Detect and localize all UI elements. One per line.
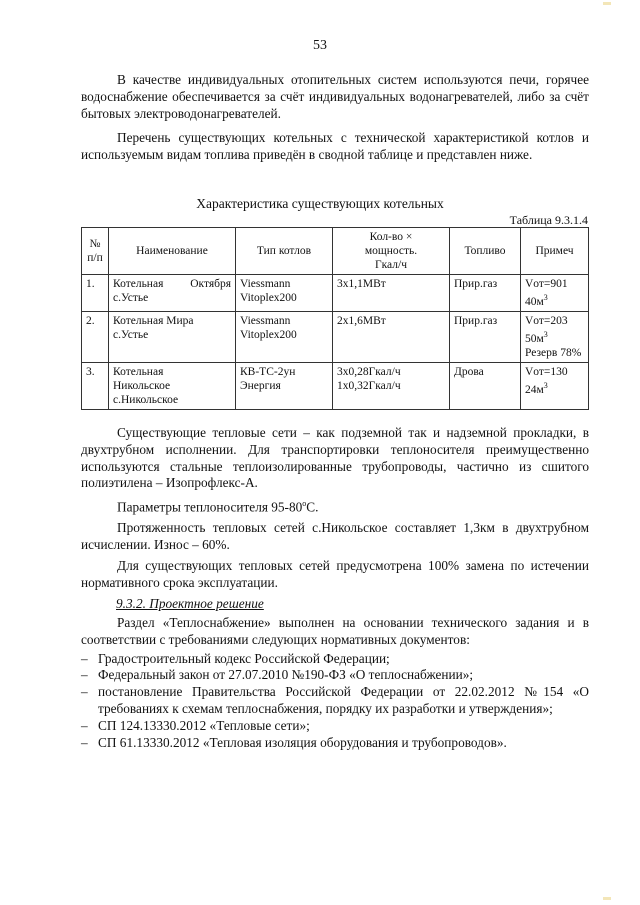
row-type-line-1: КВ-ТС-2ун bbox=[240, 365, 296, 378]
row-type-line-2: Энергия bbox=[240, 379, 281, 392]
row-quantity-line-2: 1х0,32Гкал/ч bbox=[337, 379, 401, 392]
intro-paragraph-1: В качестве индивидуальных отопительных систем используются печи, горячее водоснабжение обеспечивается за счёт индивидуальных водонагревателей, либо за счёт бытовых электроводонагревателей. bbox=[81, 72, 589, 121]
list-item-text: СП 124.13330.2012 «Тепловые сети»; bbox=[98, 717, 310, 733]
row-note-line-1: Vот=203 bbox=[525, 314, 568, 327]
networks-paragraph-1: Существующие тепловые сети – как подземной так и надземной прокладки, в двухтрубном исполнении. Для транспортировки теплоносителя преимущественно используются стальные теплоизолированные трубопроводы, частично из сшитого полиэтилена – Изопрофлекс-А. bbox=[81, 425, 589, 491]
row-note-line-1: Vот=901 bbox=[525, 278, 568, 290]
row-boiler-type bbox=[236, 275, 333, 312]
list-item bbox=[81, 684, 589, 718]
row-note-line-3: Резерв 78% bbox=[525, 346, 582, 359]
table-reference: Таблица 9.3.1.4 bbox=[509, 213, 588, 227]
row-quantity-line-1: 2х1,6МВт bbox=[337, 314, 386, 327]
header-fuel: Топливо bbox=[450, 228, 521, 275]
section-heading: 9.3.2. Проектное решение bbox=[116, 596, 264, 611]
list-dash: – bbox=[81, 684, 88, 700]
row-note-line-2 bbox=[525, 379, 584, 397]
row-note-line-2 bbox=[525, 291, 584, 309]
list-item-text: Градостроительный кодекс Российской Федерации; bbox=[98, 650, 390, 666]
networks-paragraph-4: Для существующих тепловых сетей предусмотрена 100% замена по истечении нормативного срока эксплуатации. bbox=[81, 558, 589, 590]
degree-superscript: о bbox=[302, 499, 307, 509]
list-item bbox=[81, 651, 589, 668]
row-note-line-2 bbox=[525, 328, 584, 346]
header-quantity-line-3: Гкал/ч bbox=[375, 259, 407, 271]
row-number: 1. bbox=[82, 275, 109, 312]
row-name-line-1: Котельная bbox=[113, 365, 164, 378]
section-intro: Раздел «Теплоснабжение» выполнен на основании технического задания и в соответствии с требованиями следующих нормативных документов: bbox=[81, 615, 589, 647]
row-name bbox=[109, 311, 236, 362]
project-solution-section bbox=[81, 615, 589, 751]
row-note-volume: 40м bbox=[525, 295, 544, 308]
list-item bbox=[81, 718, 589, 735]
row-fuel: Прир.газ bbox=[450, 275, 521, 312]
header-num-symbol: № bbox=[89, 238, 101, 250]
list-item bbox=[81, 667, 589, 684]
row-name-line-1: Котельная Октября bbox=[113, 278, 231, 290]
coolant-parameters-unit: С. bbox=[306, 499, 319, 515]
row-quantity bbox=[333, 311, 450, 362]
edge-mark-bottom bbox=[603, 897, 611, 900]
networks-paragraph-2 bbox=[81, 496, 589, 516]
row-type-line-2: Vitoplex200 bbox=[240, 328, 297, 341]
row-quantity bbox=[333, 275, 450, 312]
header-quantity bbox=[333, 228, 450, 275]
cubic-superscript: 3 bbox=[543, 293, 548, 302]
row-boiler-type bbox=[236, 311, 333, 362]
row-fuel: Прир.газ bbox=[450, 311, 521, 362]
row-note bbox=[521, 275, 589, 312]
header-name: Наименование bbox=[109, 228, 236, 275]
table-title: Характеристика существующих котельных bbox=[196, 196, 444, 211]
list-item bbox=[81, 735, 589, 752]
row-type-line-1: Viessmann bbox=[240, 278, 291, 290]
header-note: Примеч bbox=[521, 228, 589, 275]
row-name-line-3: с.Никольское bbox=[113, 393, 179, 406]
list-dash: – bbox=[81, 717, 88, 733]
list-item-text: СП 61.13330.2012 «Тепловая изоляция оборудования и трубопроводов». bbox=[98, 734, 507, 750]
row-note-volume: 50м bbox=[525, 332, 544, 345]
row-number: 3. bbox=[82, 362, 109, 409]
list-dash: – bbox=[81, 734, 88, 750]
row-quantity-line-1: 3х0,28Гкал/ч bbox=[337, 365, 401, 378]
intro-section bbox=[81, 72, 589, 164]
networks-paragraph-3: Протяженность тепловых сетей с.Никольское составляет 1,3км в двухтрубном исчислении. Износ – 60%. bbox=[81, 520, 589, 553]
row-name bbox=[109, 362, 236, 409]
header-quantity-line-1: Кол-во × bbox=[369, 231, 413, 243]
table-header-row bbox=[82, 228, 589, 275]
row-number: 2. bbox=[82, 311, 109, 362]
row-quantity bbox=[333, 362, 450, 409]
boilers-table bbox=[81, 227, 589, 410]
page-number: 53 bbox=[313, 38, 327, 53]
row-note bbox=[521, 311, 589, 362]
cubic-superscript: 3 bbox=[543, 329, 548, 339]
list-item-text: постановление Правительства Российской Федерации от 22.02.2012 №154 «О требованиях к схемам теплоснабжения, порядку их разработки и утверждения»; bbox=[98, 684, 589, 716]
row-note bbox=[521, 362, 589, 409]
table-row bbox=[82, 275, 589, 312]
header-quantity-line-2: мощность. bbox=[364, 245, 418, 257]
list-item-text: Федеральный закон от 27.07.2010 №190-ФЗ «О теплоснабжении»; bbox=[98, 667, 474, 683]
row-type-line-1: Viessmann bbox=[240, 314, 291, 327]
row-note-line-1: Vот=130 bbox=[525, 365, 568, 378]
table-row bbox=[82, 362, 589, 409]
table-row bbox=[82, 311, 589, 362]
row-type-line-2: Vitoplex200 bbox=[240, 292, 297, 304]
row-name-line-2: с.Устье bbox=[113, 292, 149, 304]
header-type: Тип котлов bbox=[236, 228, 333, 275]
cubic-superscript: 3 bbox=[543, 380, 548, 390]
header-num bbox=[82, 228, 109, 275]
row-name-line-1: Котельная Мира bbox=[113, 314, 194, 327]
row-fuel: Дрова bbox=[450, 362, 521, 409]
row-quantity-line-1: 3х1,1МВт bbox=[337, 278, 386, 290]
edge-mark-top bbox=[603, 2, 611, 5]
row-boiler-type bbox=[236, 362, 333, 409]
intro-paragraph-2: Перечень существующих котельных с технической характеристикой котлов и используемым видам топлива приведён в сводной таблице и представлен ниже. bbox=[81, 130, 589, 163]
row-name-line-2: Никольское bbox=[113, 379, 171, 392]
heat-networks-section bbox=[81, 425, 589, 592]
list-dash: – bbox=[81, 650, 88, 666]
row-note-volume: 24м bbox=[525, 383, 544, 396]
header-num-abbr: п/п bbox=[87, 252, 103, 264]
row-name bbox=[109, 275, 236, 312]
list-dash: – bbox=[81, 667, 88, 683]
coolant-parameters-text: Параметры теплоносителя 95-80 bbox=[117, 499, 303, 515]
row-name-line-2: с.Устье bbox=[113, 328, 149, 341]
regulatory-documents-list bbox=[81, 651, 589, 752]
